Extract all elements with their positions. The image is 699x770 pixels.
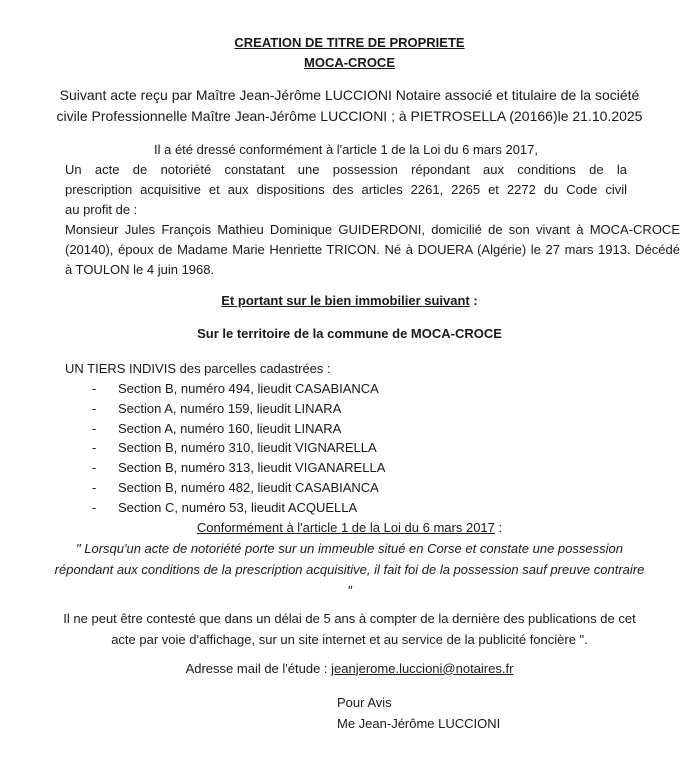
dash-bullet-icon: -: [92, 460, 97, 476]
parcel-list-item: [92, 458, 699, 478]
act-paragraph-line: prescription acquisitive et aux dispositions des articles 2261, 2265 et 2272 du Code civil: [65, 182, 627, 197]
parcel-text: Section C, numéro 53, lieudit ACQUELLA: [118, 499, 358, 515]
doc-title-line1-text: CREATION DE TITRE DE PROPRIETE: [234, 35, 465, 50]
act-paragraph-line: au profit de :: [65, 202, 138, 217]
act-paragraph: [65, 160, 627, 220]
doc-title-line2-text: MOCA-CROCE: [304, 55, 395, 70]
dash-bullet-icon: -: [92, 420, 97, 436]
dash-bullet-icon: -: [92, 499, 97, 515]
signature-block: [337, 692, 699, 734]
parcel-text: Section A, numéro 160, lieudit LINARA: [118, 420, 342, 436]
parcel-text: Section B, numéro 494, lieudit CASABIANCA: [118, 381, 379, 396]
property-heading-suffix: :: [469, 293, 478, 308]
parcel-text: Section B, numéro 313, lieudit VIGANARELLA: [118, 460, 386, 476]
law-heading-suffix: :: [494, 519, 503, 535]
contest-line: Il ne peut être contesté que dans un délai de 5 ans à compter de la dernière des publications de cet: [63, 610, 636, 626]
dash-bullet-icon: -: [92, 381, 97, 396]
beneficiary-paragraph: [65, 220, 680, 280]
parcel-text: Section B, numéro 482, lieudit CASABIANCA: [118, 479, 379, 495]
act-paragraph-line: Un acte de notoriété constatant une possession répondant aux conditions de la: [65, 162, 627, 177]
law-quote-line: " Lorsqu'un acte de notoriété porte sur un immeuble situé en Corse et constate une possession: [76, 540, 623, 556]
dash-bullet-icon: -: [92, 400, 97, 416]
parcel-list-item: [92, 399, 699, 419]
doc-title-line2: [0, 53, 699, 73]
contact-line: [0, 658, 699, 679]
parcel-list: [0, 379, 699, 518]
drafted-line: Il a été dressé conformément à l'article 1 de la Loi du 6 mars 2017,: [153, 142, 539, 157]
beneficiary-line: (20140), époux de Madame Marie Henriette TRICON. Né à DOUERA (Algérie) le 27 mars 1913. Décédé: [65, 242, 680, 257]
parcel-text: Section B, numéro 310, lieudit VIGNARELLA: [118, 440, 377, 456]
contest-paragraph: [22, 608, 677, 650]
parcels-intro: UN TIERS INDIVIS des parcelles cadastrées :: [65, 361, 331, 376]
parcel-list-item: [92, 478, 699, 498]
law-quote-line: répondant aux conditions de la prescription acquisitive, il fait foi de la possession sauf preuve contraire: [54, 561, 645, 577]
parcel-list-item: [92, 419, 699, 439]
law-quote: [0, 538, 699, 601]
contest-line: acte par voie d'affichage, sur un site internet et au service de la publicité foncière ".: [111, 631, 588, 647]
parcel-list-item: [92, 438, 699, 458]
dash-bullet-icon: -: [92, 440, 97, 456]
signature-line1: Pour Avis: [337, 694, 392, 710]
territory-heading: Sur le territoire de la commune de MOCA-CROCE: [197, 326, 502, 341]
intro-line: civile Professionnelle Maître Jean-Jérôme LUCCIONI ; à PIETROSELLA (20166)le 21.10.2025: [56, 108, 643, 124]
signature-line2: Me Jean-Jérôme LUCCIONI: [337, 715, 501, 731]
intro-paragraph: [30, 85, 670, 127]
parcel-list-item: [92, 498, 699, 518]
beneficiary-line: à TOULON le 4 juin 1968.: [65, 262, 215, 277]
email-link[interactable]: jeanjerome.luccioni@notaires.fr: [331, 660, 514, 676]
contact-label: Adresse mail de l'étude :: [185, 660, 332, 676]
property-heading-text: Et portant sur le bien immobilier suivant: [221, 293, 470, 308]
law-heading: [0, 518, 699, 538]
law-heading-text: Conformément à l'article 1 de la Loi du 6 mars 2017: [196, 519, 495, 535]
dash-bullet-icon: -: [92, 479, 97, 495]
doc-title-line1: [0, 33, 699, 53]
law-quote-close: ": [347, 582, 352, 598]
parcel-list-item: [92, 379, 699, 399]
parcel-text: Section A, numéro 159, lieudit LINARA: [118, 400, 342, 416]
beneficiary-line: Monsieur Jules François Mathieu Dominique GUIDERDONI, domicilié de son vivant à MOCA-CROCE: [65, 222, 680, 237]
intro-line: Suivant acte reçu par Maître Jean-Jérôme LUCCIONI Notaire associé et titulaire de la société: [59, 87, 640, 103]
property-heading: [0, 291, 699, 311]
